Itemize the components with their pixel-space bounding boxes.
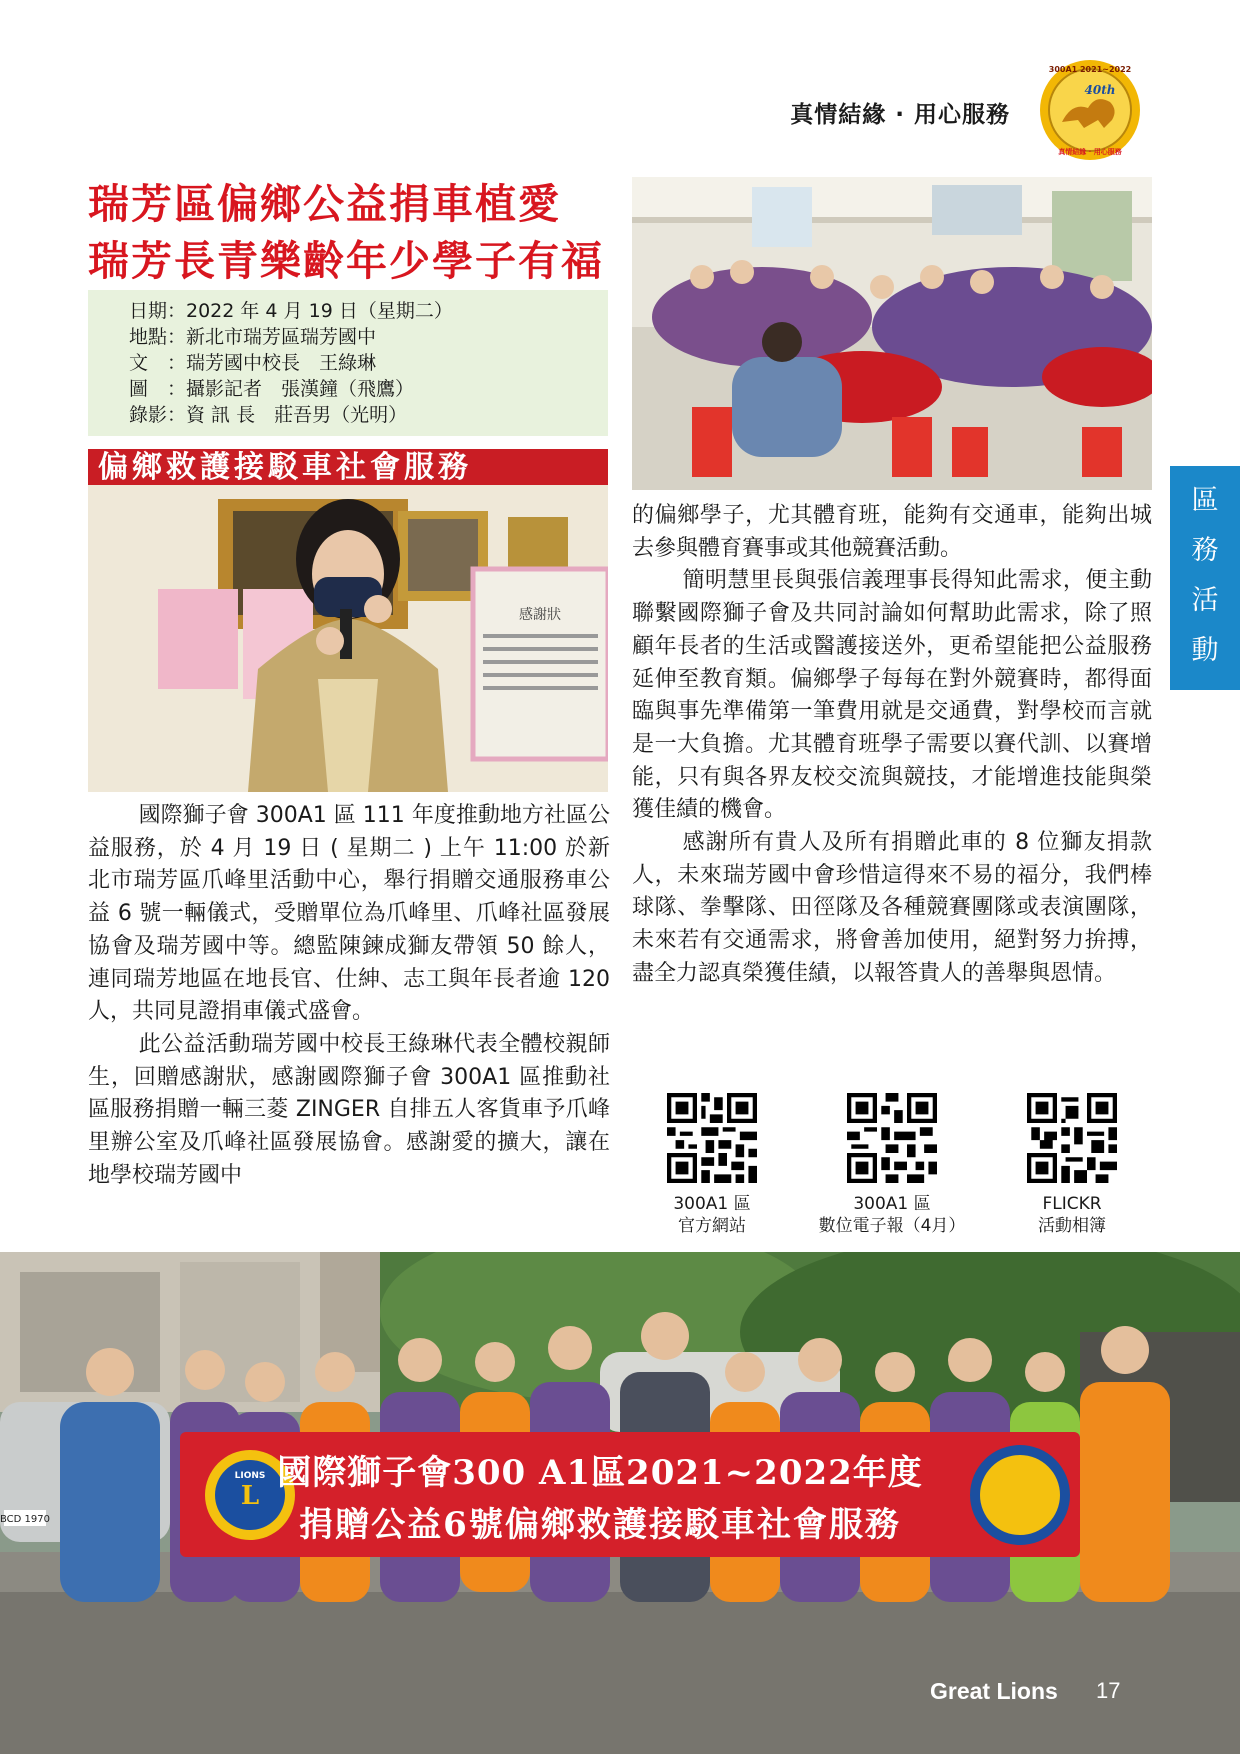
qr-digital-newsletter[interactable] (802, 1093, 982, 1237)
speaker-photo (88, 449, 608, 792)
qr-label-line2: 活動相簿 (1038, 1216, 1106, 1236)
body-paragraph: 此公益活動瑞芳國中校長王綠琳代表全體校親師生，回贈感謝狀，感謝國際獅子會 300A1 區推動社區服務捐贈一輛三菱 ZINGER 自排五人客貨車予爪峰里辦公室及爪峰社區發展協會。感謝愛的擴大，讓在地學校瑞芳國中 (88, 1031, 610, 1188)
info-value: 瑞芳國中校長 王綠琳 (186, 352, 377, 374)
side-tab-char: 動 (1191, 635, 1219, 666)
info-label: 地點： (128, 326, 186, 348)
info-label: 日期： (128, 300, 186, 322)
body-paragraph: 的偏鄉學子，尤其體育班，能夠有交通車，能夠出城去參與體育賽事或其他競賽活動。 (632, 503, 1152, 561)
qr-flickr-album[interactable] (982, 1093, 1162, 1237)
qr-code-icon (667, 1093, 757, 1183)
info-row-date (104, 298, 608, 324)
body-paragraph: 簡明慧里長與張信義理事長得知此需求，便主動聯繫國際獅子會及共同討論如何幫助此需求，除了照顧年長者的生活或醫護接送外，更希望能把公益服務延伸至教育類。偏鄉學子每每在對外競賽時，都得面臨與事先準備第一筆費用就是交通費，對學校而言就是一大負擔。尤其體育班學子需要以賽代訓、以賽增能，只有與各界友校交流與競技，才能增進技能與榮獲佳績的機會。 (632, 568, 1152, 823)
side-tab-char: 務 (1191, 535, 1219, 566)
lions-logo-text: LIONS (234, 1471, 266, 1481)
certificate-text: 感謝狀 (519, 607, 561, 623)
info-value: 攝影記者 張漢鐘（飛鷹） (186, 378, 415, 400)
section-side-tab (1170, 466, 1240, 690)
qr-official-website[interactable] (622, 1093, 802, 1237)
emblem-bottom-text: 真情結緣 · 用心服務 (1058, 148, 1122, 156)
info-label: 錄影： (128, 404, 186, 426)
license-plate: BCD 1970 (0, 1514, 50, 1525)
info-value: 2022 年 4 月 19 日（星期二） (186, 300, 453, 322)
body-paragraph: 國際獅子會 300A1 區 111 年度推動地方社區公益服務，於 4 月 19 日 ( 星期二 ) 上午 11:00 於新北市瑞芳區爪峰里活動中心，舉行捐贈交通服務車公益 6 號一輛儀式，受贈單位為爪峰里、爪峰社區發展協會及瑞芳國中等。總監陳鍊成獅友帶領 50 餘人，連同瑞芳地區在地長官、仕紳、志工與年長者逾 120 人，共同見證捐車儀式盛會。 (88, 803, 610, 1025)
qr-label-line1: 300A1 區 (853, 1194, 931, 1214)
side-tab-char: 區 (1191, 485, 1219, 516)
qr-label-line1: FLICKR (1042, 1194, 1102, 1214)
svg-text:L: L (240, 1481, 260, 1511)
page-number: 17 (1096, 1678, 1121, 1703)
info-row-video (104, 402, 608, 428)
qr-label-line2: 數位電子報（4月） (818, 1216, 966, 1236)
qr-code-icon (1027, 1093, 1117, 1183)
article-title-line2: 瑞芳長青樂齡年少學子有福 (88, 237, 604, 285)
info-value: 資 訊 長 莊吾男（光明） (186, 404, 408, 426)
info-value: 新北市瑞芳區瑞芳國中 (186, 326, 377, 348)
info-row-location (104, 324, 608, 350)
body-paragraph: 感謝所有貴人及所有捐贈此車的 8 位獅友捐款人，未來瑞芳國中會珍惜這得來不易的福分，我們棒球隊、拳擊隊、田徑隊及各種競賽團隊或表演團隊，未來若有交通需求，將會善加使用，絕對努力拚搏，盡全力認真榮獲佳績，以報答貴人的善舉與恩情。 (632, 830, 1152, 986)
banner-line2: 捐贈公益6號偏鄉救護接駁車社會服務 (299, 1505, 901, 1545)
footer-brand: Great Lions (930, 1678, 1058, 1704)
side-tab-char: 活 (1191, 585, 1219, 616)
qr-label-line1: 300A1 區 (673, 1194, 751, 1214)
banner-line1: 國際獅子會300 A1區2021~2022年度 (277, 1453, 923, 1493)
article-body-right-column (632, 500, 1152, 991)
info-label: 圖 ： (128, 378, 186, 400)
emblem-center-text: 40th (1084, 83, 1116, 97)
photo-banner-text: 偏鄉救護接駁車社會服務 (98, 450, 472, 485)
article-title-line1: 瑞芳區偏鄉公益捐車植愛 (88, 180, 561, 228)
qr-label-line2: 官方網站 (678, 1216, 746, 1236)
emblem-top-text: 300A1 2021~2022 (1048, 65, 1132, 74)
banquet-photo (632, 177, 1152, 490)
info-label: 文 ： (128, 352, 186, 374)
article-info-box (88, 290, 608, 436)
district-emblem-icon (1038, 58, 1142, 162)
info-row-text (104, 350, 608, 376)
info-row-photo (104, 376, 608, 402)
article-title (88, 176, 618, 290)
page-tagline: 真情結緣 · 用心服務 (790, 102, 1010, 128)
qr-code-icon (847, 1093, 937, 1183)
article-body-left-column (88, 800, 610, 1192)
